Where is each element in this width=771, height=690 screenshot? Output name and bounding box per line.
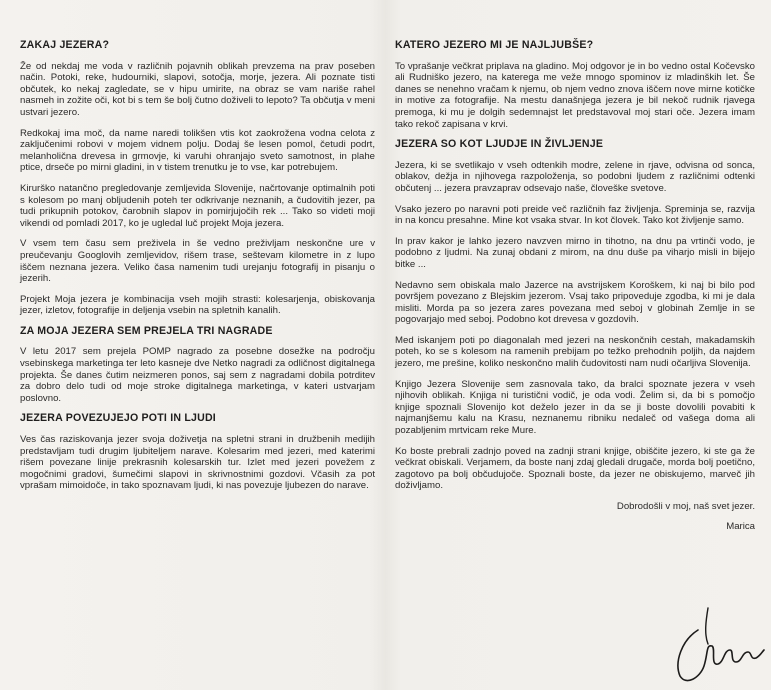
paragraph: Med iskanjem poti po diagonalah med jezeri na neskončnih cestah, makadamskih poteh, ko se s kolesom na ramenih prebijam po težko prehodnih poljih, da najdem jezero, me prešine, koliko neskončno malih čudovitosti nam nudi očarljiva Slovenija. <box>395 334 755 370</box>
heading-zakaj-jezera: ZAKAJ JEZERA? <box>20 39 110 51</box>
paragraph: In prav kakor je lahko jezero navzven mirno in tihotno, na dnu pa vrtinči vodo, je podobno z ljudmi. Na zunaj obdani z mirom, na dnu duše pa viharjo misli in bijejo bitke ... <box>395 235 755 270</box>
paragraph: Ves čas raziskovanja jezer svoja doživetja na spletni strani in družbenih medijih predstavljam tudi drugim ljubiteljem narave. Kolesarim med jezeri, med katerimi rišem povezane linije prekrasnih kolesarskih tur. Izlet med jezeri povežem z mogočnimi gradovi, šumečimi slapovi in skrivnostnimi gozdovi. Včasih za pot vprašam mimoidoče, in tako spoznavam ljudi, ki nas povezuje ljubezen do narave. <box>20 434 375 492</box>
paragraph: V vsem tem času sem preživela in še vedno preživljam neskončne ure v preučevanju Googlovih zemljevidov, rišem trase, seštevam kilometre in z lupo iščem neznana jezera. Veliko časa namenim tudi urejanju fotografij in pisanju o jezerih. <box>20 238 375 285</box>
paragraph: Jezera, ki se svetlikajo v vseh odtenkih modre, zelene in rjave, odvisna od sonca, oblakov, dežja in njihovega razpoloženja, so podobni ljudem z različnimi odtenki občutenj ... jezera pravzaprav odsevajo naše, človeške svetove. <box>395 159 755 194</box>
paragraph: Vsako jezero po naravni poti preide več različnih faz življenja. Spreminja se, razvija in na koncu presahne. Mine kot vsaka stvar. In kot človek. Tako kot življenje samo. <box>395 203 755 227</box>
paragraph: V letu 2017 sem prejela POMP nagrado za posebne dosežke na področju vsebinskega marketinga ter leto kasneje dve Netko nagradi za odličnost digitalnega projekta. Še danes čutim neizmeren ponos, saj sem z nagradami dobila potrditev za dobro delo tudi od moje stroke digitalnega marketinga, v kateri ustvarjam poslovno. <box>20 346 375 404</box>
closing-line: Dobrodošli v moj, naš svet jezer. <box>616 501 755 512</box>
paragraph: Nedavno sem obiskala malo Jazerce na avstrijskem Koroškem, ki naj bi bilo pod površjem povezano z Blejskim jezerom. Vsaj tako pripoveduje zgodba, ki mi je dala misliti. Morda pa so jezera zares povezana med seboj v globinah Zemlje in se pogovarjajo med seboj. Podobno kot drevesa v gozdovih. <box>395 279 755 326</box>
heading-poti-in-ljudi: JEZERA POVEZUJEJO POTI IN LJUDI <box>20 412 216 425</box>
left-column <box>20 34 375 501</box>
heading-najljubse-jezero: KATERO JEZERO MI JE NAJLJUBŠE? <box>395 39 594 51</box>
right-column <box>395 34 755 532</box>
paragraph: Knjigo Jezera Slovenije sem zasnovala tako, da bralci spoznate jezera v vseh njihovih oblikah. Knjiga ni turistični vodič, je oda vodi. Želim si, da bi s pomočjo knjige spoznali Slovenijo kot deželo jezer in da se ji boste dovolili povabiti k najmanjšemu kalu na Krasu, neznanemu ribniku nedaleč od vašega doma ali pozabljenim mrtvicam reke Mure. <box>395 378 755 437</box>
paragraph: Že od nekdaj me voda v različnih pojavnih oblikah prevzema na prav poseben način. Potoki, reke, hudourniki, slapovi, sotočja, morje, jezera. Ali poznate tisti občutek, ko nekaj zagledate, se v hipu umirite, na obraz se vam nariše rahel nasmeh in zožite oči, kot bi s tem še bolj čutno doživeli to lepoto? Ta občutja v meni ustvari jezero. <box>20 60 375 118</box>
heading-jezera-kot-ljudje: JEZERA SO KOT LJUDJE IN ŽIVLJENJE <box>395 138 604 151</box>
signature-icon <box>664 600 768 686</box>
paragraph: Ko boste prebrali zadnjo poved na zadnji strani knjige, obiščite jezero, ki ste ga že večkrat obiskali. Verjamem, da boste nanj zdaj gledali drugače, morda bolj poetično, zagotovo pa bolj občudujoče. Spoznali boste, da jezer ne obiskujemo, marveč jih doživljamo. <box>395 445 755 492</box>
heading-nagrade: ZA MOJA JEZERA SEM PREJELA TRI NAGRADE <box>20 324 273 337</box>
author-name: Marica <box>726 520 755 532</box>
paragraph: Projekt Moja jezera je kombinacija vseh mojih strasti: kolesarjenja, obiskovanja jezer, izletov, fotografije in deljenja vsebin na spletnih kanalih. <box>20 293 375 317</box>
paragraph: Kirurško natančno pregledovanje zemljevida Slovenije, načrtovanje optimalnih poti s kolesom po manj obljudenih poteh ter odkrivanje neznanih, a čudovitih jezer, pa tudi prikupnih potokov, čarobnih slapov in pomirjujočih rek ... Tako so videti moji vikendi od pomladi 2017, ko je ugledal luč projekt Moja jezera. <box>20 182 375 229</box>
paragraph: To vprašanje večkrat priplava na gladino. Moj odgovor je in bo vedno ostal Kočevsko ali Rudniško jezero, na katerega me veže mnogo spominov iz mladinških let. Še danes se nenehno vračam k njemu, ob njem vedno znova iščem nove mirne kotičke in motive za fotografije. Na mestu današnjega jezera je bil nekoč rudnik rjavega premoga, ki mu je dolgih sedemnajst let predstavoval moj stari oče. Jezera imam tako rekoč zapisana v krvi. <box>395 60 755 130</box>
paragraph: Redkokaj ima moč, da name naredi tolikšen vtis kot zaokrožena vodna celota z zaključenimi robovi v mojem vidnem polju. Dodaj še lesen pomol, četudi podrt, melanholična drevesa in grmovje, ki varuhi ohranjajo sveto samotnost, in plahe ptice, drseče po mirni gladini, in v tistem trenutku je to vse, kar potrebujem. <box>20 127 375 174</box>
